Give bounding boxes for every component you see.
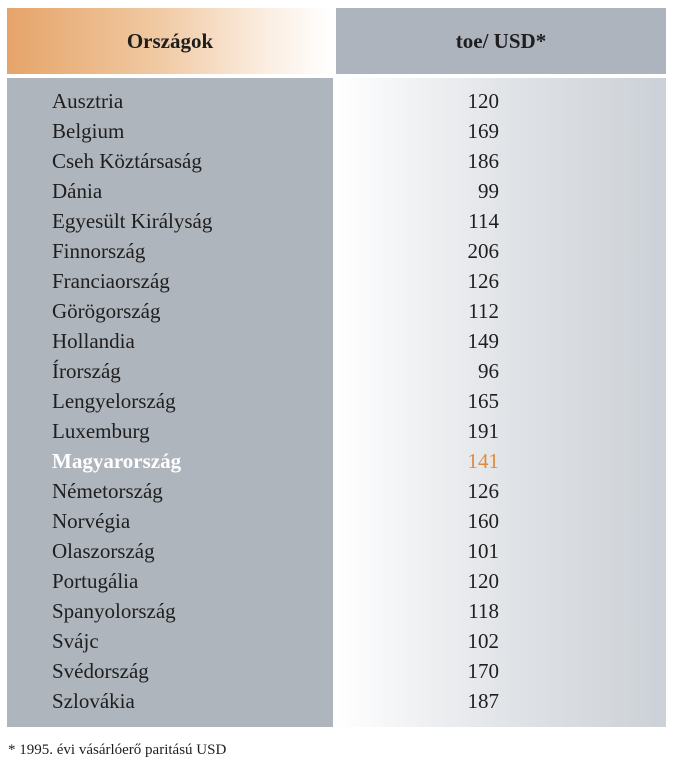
country-name: Portugália: [52, 569, 139, 593]
table-row: [7, 296, 666, 326]
toe-per-usd-value: 169: [467, 119, 499, 143]
table-row: [7, 416, 666, 446]
country-name: Finnország: [52, 239, 146, 263]
table-row: [7, 626, 666, 656]
country-name: Svédország: [52, 659, 149, 683]
table-row: [7, 656, 666, 686]
country-name: Egyesült Királyság: [52, 209, 213, 233]
table-row: [7, 506, 666, 536]
header-countries-label: Országok: [126, 28, 214, 53]
toe-per-usd-value: 186: [467, 149, 499, 173]
toe-per-usd-value: 149: [467, 329, 499, 353]
toe-per-usd-value: 165: [467, 389, 499, 413]
toe-per-usd-value: 102: [467, 629, 499, 653]
toe-per-usd-value: 120: [467, 89, 499, 113]
data-table: [7, 8, 666, 727]
toe-per-usd-value: 187: [467, 689, 499, 713]
country-name: Írország: [52, 359, 121, 383]
header-divider: [7, 74, 666, 76]
country-name: Görögország: [52, 299, 161, 323]
toe-per-usd-value: 141: [467, 449, 499, 473]
header-value-label: toe/ USD*: [455, 28, 547, 53]
toe-per-usd-value: 114: [468, 209, 499, 233]
toe-per-usd-value: 112: [468, 299, 499, 323]
country-name: Franciaország: [52, 269, 170, 293]
table-row: [7, 326, 666, 356]
table-row: [7, 176, 666, 206]
country-name: Norvégia: [52, 509, 131, 533]
toe-per-usd-value: 99: [478, 179, 499, 203]
table-row: [7, 566, 666, 596]
country-name: Luxemburg: [52, 419, 150, 443]
table-row: [7, 596, 666, 626]
country-name: Ausztria: [52, 89, 124, 113]
country-name: Olaszország: [52, 539, 155, 563]
table-row: [7, 686, 666, 716]
country-name: Szlovákia: [52, 689, 135, 713]
table-row: [7, 236, 666, 266]
country-name: Cseh Köztársaság: [52, 149, 202, 173]
toe-per-usd-value: 126: [467, 479, 499, 503]
toe-per-usd-value: 118: [468, 599, 499, 623]
header-value-cell: [336, 8, 666, 74]
toe-per-usd-value: 191: [467, 419, 499, 443]
table-row: [7, 86, 666, 116]
toe-per-usd-value: 120: [467, 569, 499, 593]
country-name: Magyarország: [52, 449, 182, 473]
table-row: [7, 536, 666, 566]
table-body: [7, 86, 666, 716]
table-row: [7, 476, 666, 506]
toe-per-usd-value: 101: [467, 539, 499, 563]
table-row: [7, 146, 666, 176]
header-countries-cell: [7, 8, 333, 74]
toe-per-usd-value: 96: [478, 359, 499, 383]
table-row: [7, 386, 666, 416]
country-name: Hollandia: [52, 329, 135, 353]
table-row: [7, 356, 666, 386]
footnote: * 1995. évi vásárlóerő paritású USD: [8, 742, 227, 758]
toe-per-usd-value: 126: [467, 269, 499, 293]
country-name: Dánia: [52, 179, 103, 203]
country-name: Spanyolország: [52, 599, 176, 623]
country-name: Németország: [52, 479, 163, 503]
table-row: [7, 446, 666, 476]
table-row: [7, 266, 666, 296]
toe-per-usd-value: 170: [467, 659, 499, 683]
toe-per-usd-value: 206: [467, 239, 499, 263]
country-name: Lengyelország: [52, 389, 176, 413]
country-name: Svájc: [52, 629, 99, 653]
table-row: [7, 116, 666, 146]
toe-per-usd-value: 160: [467, 509, 499, 533]
country-name: Belgium: [52, 119, 125, 143]
table-row: [7, 206, 666, 236]
